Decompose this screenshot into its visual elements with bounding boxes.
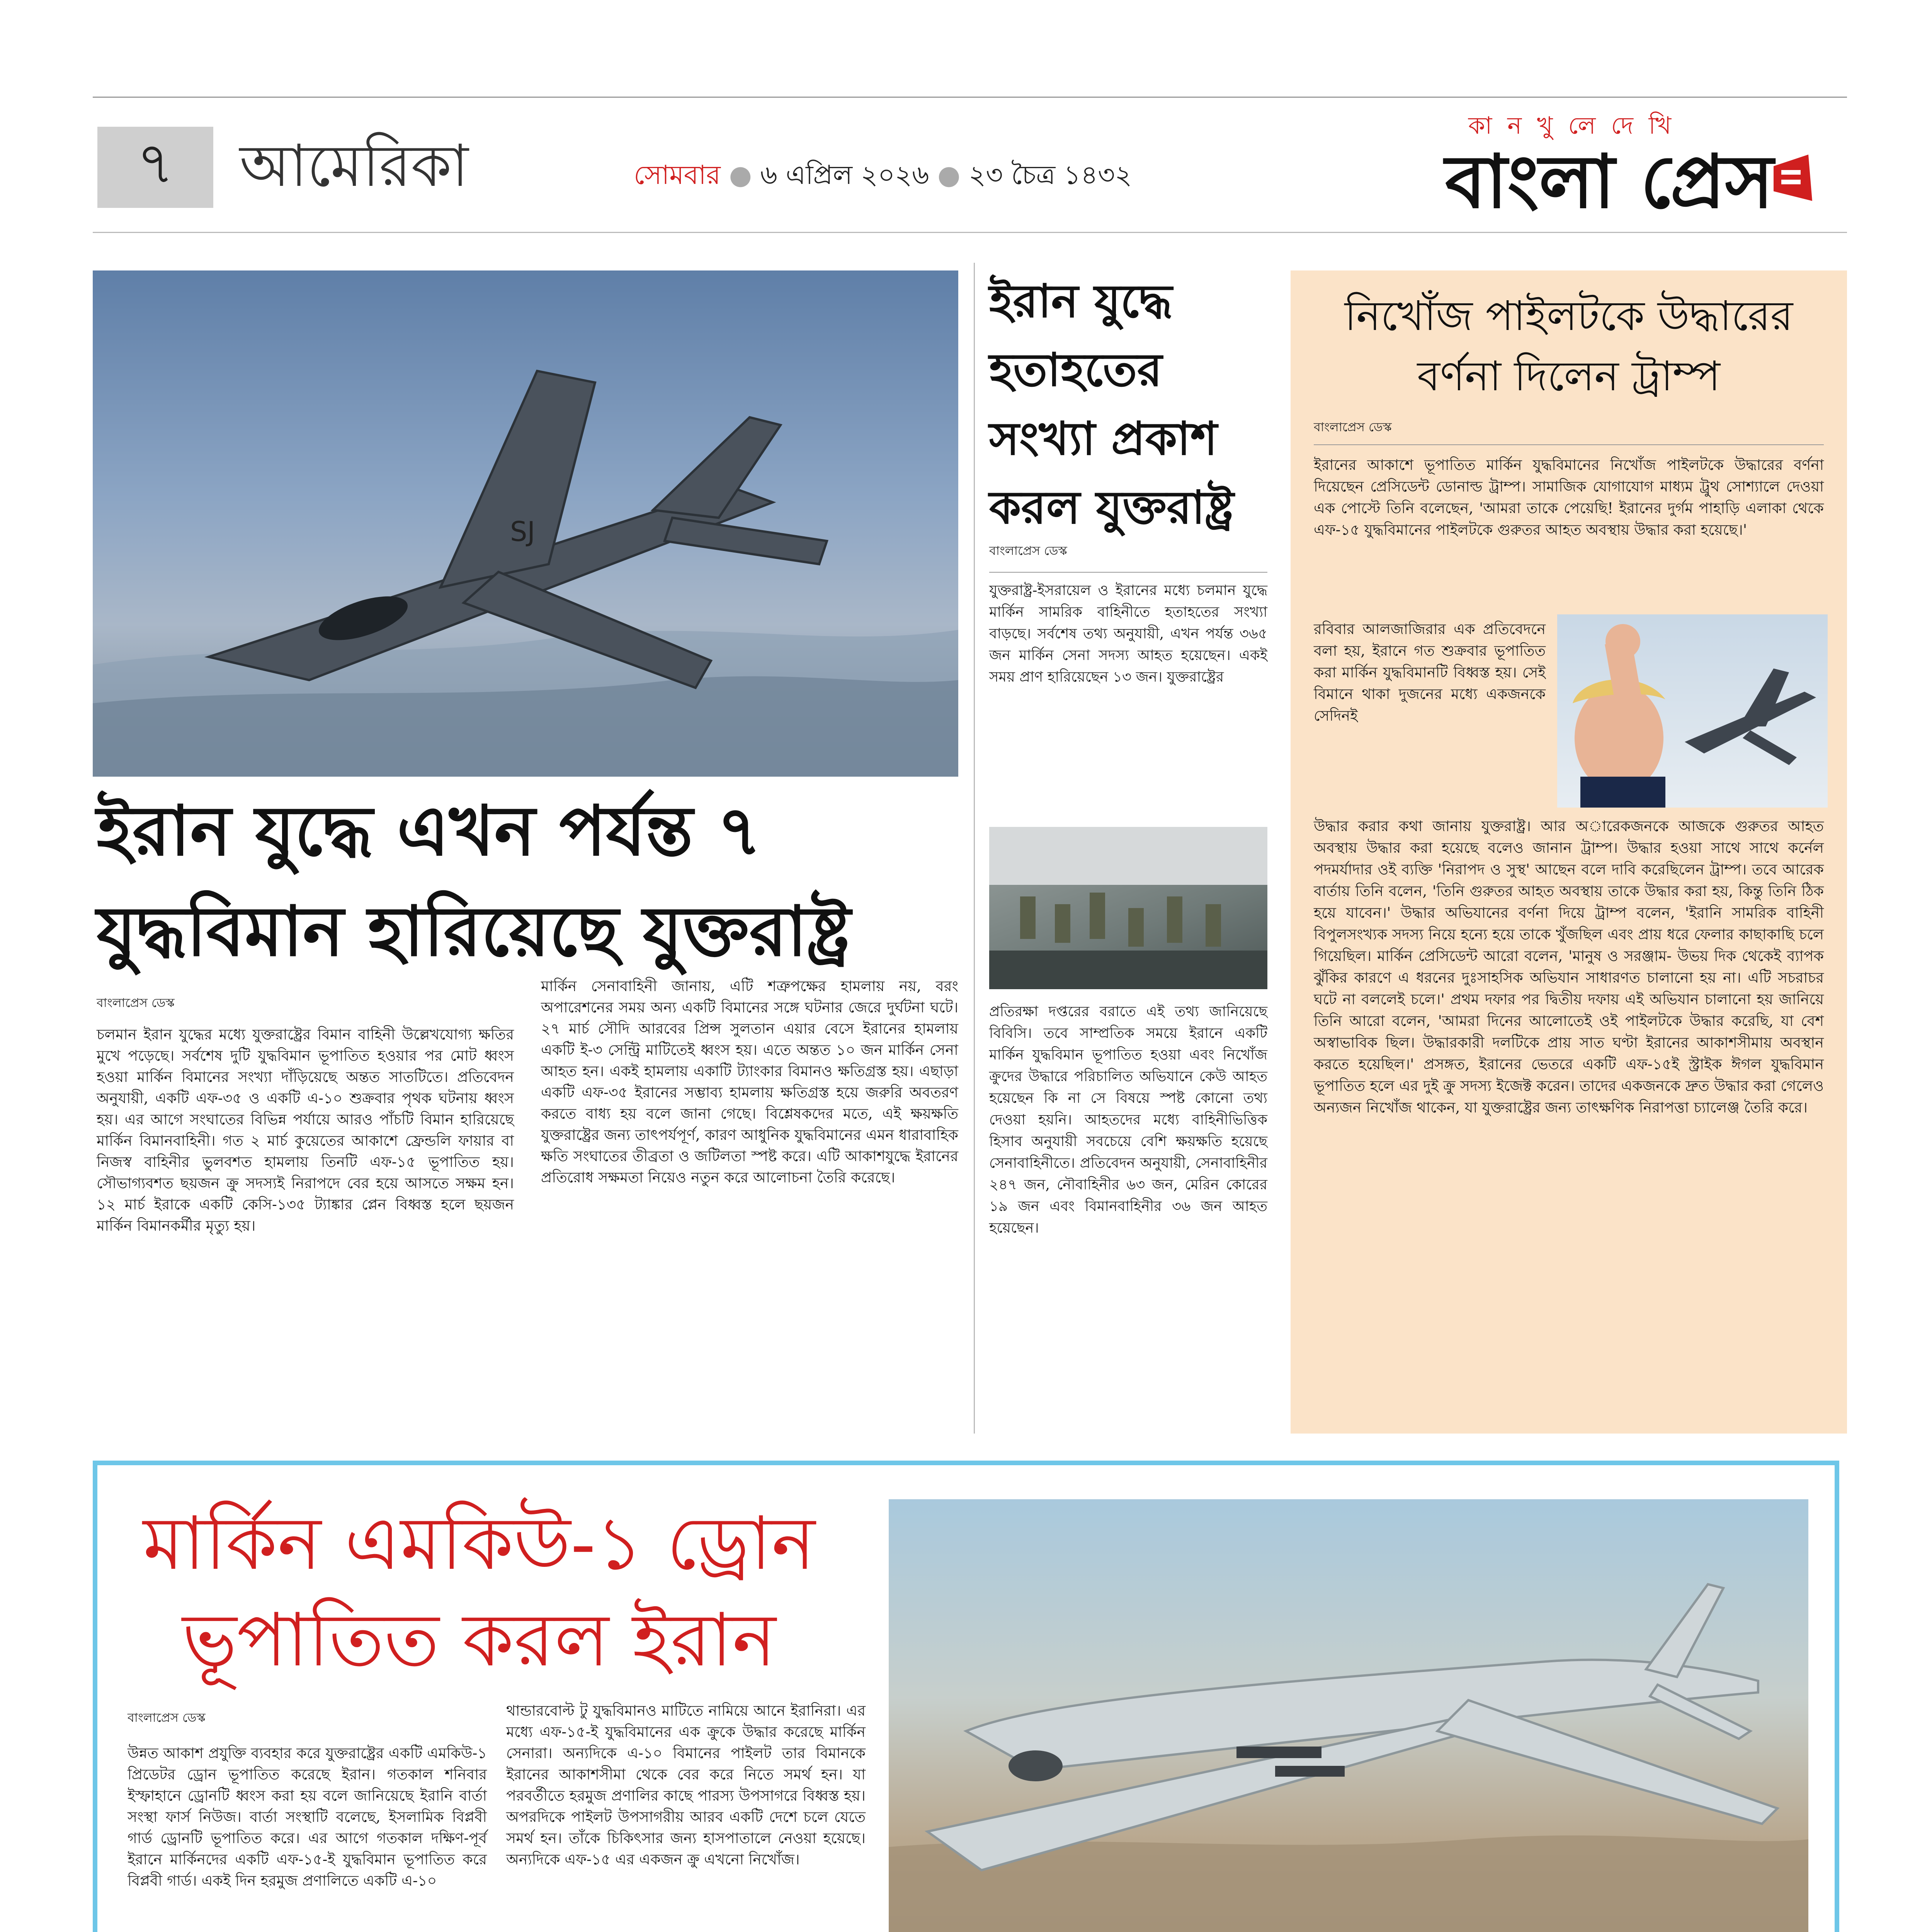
lead-headline: ইরান যুদ্ধে এখন পর্যন্ত ৭ যুদ্ধবিমান হারিয়েছে যুক্তরাষ্ট্র [97, 790, 851, 971]
fighter-jet-icon [93, 270, 958, 777]
dateline-day: সোমবার [634, 160, 721, 190]
brand-tagline: কা ন খু লে দে খি [1468, 111, 1675, 139]
drone-col-2: থান্ডারবোল্ট টু যুদ্ধবিমানও মাটিতে নামিয়ে আনে ইরানিরা। এর মধ্যে এফ-১৫-ই যুদ্ধবিমানের এক ক্রুকে উদ্ধার করেছে মার্কিন সেনারা। অন্যদিকে এ-১০ বিমানের পাইলট তার বিমানকে ইরানের আকাশসীমা থেকে বের করে নিতে সমর্থ হন। যা পরবর্তীতে হরমুজ প্রণালির কাছে পারস্য উপসাগরে বিধ্বস্ত হয়। অপরদিকে পাইলট উপসাগরীয় আরব একটি দেশে চলে যেতে সমর্থ হন। তাঁকে চিকিৎসার জন্য হাসপাতালে নেওয়া হয়েছে। অন্যদিকে এফ-১৫ এর একজন ক্রু এখনো নিখোঁজ। [506, 1702, 866, 1868]
lead-col-2: মার্কিন সেনাবাহিনী জানায়, এটি শত্রুপক্ষের হামলায় নয়, বরং অপারেশনের সময় অন্য একটি বিমানের সঙ্গে ঘটনার জেরে দুর্ঘটনা ঘটে। ২৭ মার্চ সৌদি আরবের প্রিন্স সুলতান এয়ার বেসে ইরানের হামলায় একটি ই-৩ সেন্ট্রি মাটিতেই ধ্বংস হয়। এতে অন্তত ১০ জন মার্কিন সেনা আহত হন। একই হামলায় একাটি ট্যাংকার বিমানও ক্ষতিগ্রস্ত হয়। এছাড়া একটি এফ-৩৫ ইরানের সম্ভাব্য হামলায় ক্ষতিগ্রস্ত হয়ে জরুরি অবতরণ করতে বাধ্য হয় বলে জানা গেছে। বিশ্লেষকদের মতে, এই ক্ষয়ক্ষতি যুক্তরাষ্ট্রের জন্য তাৎপর্যপূর্ণ, কারণ আধুনিক যুদ্ধবিমানের এমন ধারাবাহিক ক্ষতি সংঘাতের তীব্রতা ও জটিলতা স্পষ্ট করে। এটি আকাশযুদ্ধে ইরানের প্রতিরোধ সক্ষমতা নিয়েও নতুন করে আলোচনা তৈরি করেছে। [541, 978, 958, 1186]
page-number-box [97, 127, 213, 208]
dateline-dot-2: ● [937, 160, 969, 190]
brand-name: বাংলা প্রেস [1445, 138, 1774, 224]
casualty-text-bottom: প্রতিরক্ষা দপ্তরের বরাতে এই তথ্য জানিয়েছে বিবিসি। তবে সাম্প্রতিক সময়ে ইরানে একটি মার্কিন যুদ্ধবিমান ভূপাতিত হওয়া এবং নিখোঁজ ক্রুদের উদ্ধারে পরিচালিত অভিযানে কেউ আহত হয়েছেন কি না সে বিষয়ে স্পষ্ট কোনো তথ্য দেওয়া হয়নি। আহতদের মধ্যে বাহিনীভিত্তিক হিসাব অনুযায়ী সবচেয়ে বেশি ক্ষয়ক্ষতি হয়েছে সেনাবাহিনীতে। প্রতিবেদন অনুযায়ী, সেনাবাহিনীর ২৪৭ জন, নৌবাহিনীর ৬৩ জন, মেরিন কোরের ১৯ জন এবং বিমানবাহিনীর ৩৬ জন আহত হয়েছেন। [989, 1003, 1267, 1236]
pilot-text-bottom: উদ্ধার করার কথা জানায় যুক্তরাষ্ট্র। আর অারেকজনকে আজকে গুরুতর আহত অবস্থায় উদ্ধার করা হয়েছে বলেও জানান ট্রাম্প। উদ্ধার হওয়া সাথে সাথে কর্নেল পদমর্যাদার ওই ব্যক্তি 'নিরাপদ ও সুস্থ' আছেন বলে দাবি করেছিলেন ট্রাম্প। তবে আরেক বার্তায় তিনি বলেন, 'তিনি গুরুতর আহত অবস্থায় তাকে উদ্ধার করা হয়, কিন্তু তিনি ঠিক হয়ে যাবেন।' উদ্ধার অভিযানের বর্ণনা দিয়ে ট্রাম্প বলেন, 'ইরানি সামরিক বাহিনী বিপুলসংখ্যক সদস্য নিয়ে হন্যে হয়ে তাকে খুঁজছিল এবং প্রায় ধরে ফেলার কাছাকাছি চলে গিয়েছিল। মার্কিন প্রেসিডেন্ট আরো বলেন, 'মানুষ ও সরঞ্জাম- উভয় দিক থেকেই ব্যাপক ঝুঁকির কারণে এ ধরনের দুঃসাহসিক অভিযান সাধারণত চালানো হয় না। এটি সচরাচর ঘটে না বললেই চলে।' প্রথম দফার পর দ্বিতীয় দফায় এই অভিযান চালানো হয় জানিয়ে তিনি আরো বলেন, 'আমরা দিনের আলোতেই ওই পাইলটকে উদ্ধার করেছি, যা বেশ অস্বাভাবিক ছিল। উদ্ধারকারী দলটিকে প্রায় সাত ঘণ্টা ইরানের আকাশসীমায় অবস্থান করতে হয়েছিল।' প্রসঙ্গত, ইরানের ভেতরে একটি এফ-১৫ই স্ট্রাইক ঈগল যুদ্ধবিমান ভূপাতিত হলে এর দুই ক্রু সদস্য ইজেক্ট করেন। তাদের একজনকে দ্রুত উদ্ধার করা গেলেও অন্যজন নিখোঁজ থাকেন, যা যুক্তরাষ্ট্রের জন্য তাৎক্ষণিক নিরাপত্তা চ্যালেঞ্জ তৈরি করে। [1314, 818, 1824, 1116]
casualty-byline: বাংলাপ্রেস ডেস্ক [989, 543, 1067, 558]
pilot-text-side: রবিবার আলজাজিরার এক প্রতিবেদনে বলা হয়, ইরানে গত শুক্রবার ভূপাতিত করা মার্কিন যুদ্ধবিমানটি বিধ্বস্ত হয়। সেই বিমানে থাকা দুজনের মধ্যে একজনকে সেদিনই [1314, 621, 1546, 724]
pilot-text-top: ইরানের আকাশে ভূপাতিত মার্কিন যুদ্ধবিমানের নিখোঁজ পাইলটকে উদ্ধারের বর্ণনা দিয়েছেন প্রেসিডেন্ট ডোনাল্ড ট্রাম্প। সামাজিক যোগাযোগ মাধ্যম ট্রুথ সোশ্যালে দেওয়া এক পোস্টে তিনি বলেছেন, 'আমরা তাকে পেয়েছি! ইরানের দুর্গম পাহাড়ি এলাকা থেকে এফ-১৫ যুদ্ধবিমানের পাইলটকে গুরুতর আহত অবস্থায় উদ্ধার করা হয়েছে।' [1314, 456, 1824, 538]
top-rule [93, 97, 1847, 98]
soldiers-icon [989, 827, 1267, 989]
fighter-jet-photo [93, 270, 958, 777]
svg-text:SJ: SJ [510, 516, 536, 548]
drone-icon [889, 1499, 1808, 1932]
soldiers-photo [989, 827, 1267, 989]
drone-headline: মার্কিন এমকিউ-১ ড্রোন ভূপাতিত করল ইরান [143, 1501, 815, 1683]
dateline-dot-1: ● [729, 160, 760, 190]
brand-logo[interactable] [1445, 139, 1816, 224]
column-divider-1 [974, 263, 975, 1434]
pilot-byline-rule [1314, 444, 1824, 445]
dateline-bangla-date: ২৩ চৈত্র ১৪৩২ [969, 160, 1132, 190]
casualty-headline: ইরান যুদ্ধে হতাহতের সংখ্যা প্রকাশ করল যুক্তরাষ্ট্র [989, 274, 1234, 534]
drone-byline: বাংলাপ্রেস ডেস্ক [128, 1710, 206, 1725]
page-number: ৭ [136, 130, 174, 197]
drone-col-1: উন্নত আকাশ প্রযুক্তি ব্যবহার করে যুক্তরাষ্ট্রের একটি এমকিউ-১ প্রিডেটর ড্রোন ভূপাতিত করেছে ইরান। গতকাল শনিবার ইস্ফাহানে ড্রোনটি ধ্বংস করা হয় বলে জানিয়েছে ইরানি বার্তা সংস্থা ফার্স নিউজ। বার্তা সংস্থাটি বলেছে, ইসলামিক বিপ্লবী গার্ড ড্রোনটি ভূপাতিত করে। এর আগে গতকাল দক্ষিণ-পূর্ব ইরানে মার্কিনদের একটি এফ-১৫-ই যুদ্ধবিমান ভূপাতিত করে বিপ্লবী গার্ড। একই দিন হরমুজ প্রণালিতে একটি এ-১০ [128, 1745, 487, 1889]
megaphone-icon [1770, 155, 1816, 209]
pilot-byline: বাংলাপ্রেস ডেস্ক [1314, 420, 1392, 434]
lead-col-1: চলমান ইরান যুদ্ধের মধ্যে যুক্তরাষ্ট্রের বিমান বাহিনী উল্লেখযোগ্য ক্ষতির মুখে পড়েছে। সর্বশেষ দুটি যুদ্ধবিমান ভূপাতিত হওয়ার পর মোট ধ্বংস হওয়া মার্কিন বিমানের সংখ্যা দাঁড়িয়েছে অন্তত সাতটিতে। প্রতিবেদন অনুযায়ী, একটি এফ-৩৫ ও একটি এ-১০ শুক্রবার পৃথক ঘটনায় ধ্বংস হয়। এর আগে সংঘাতের বিভিন্ন পর্যায়ে আরও পাঁচটি বিমান হারিয়েছে মার্কিন বিমানবাহিনী। গত ২ মার্চ কুয়েতের আকাশে ফ্রেন্ডলি ফায়ার বা নিজস্ব বাহিনীর ভুলবশত হামলায় তিনটি এফ-১৫ ভূপাতিত হয়। সৌভাগ্যবশত ছয়জন ক্রু সদস্যই নিরাপদে বের হয়ে আসতে সক্ষম হন। ১২ মার্চ ইরাকে একটি কেসি-১৩৫ ট্যাঙ্কার প্লেন বিধ্বস্ত হলে ছয়জন মার্কিন বিমানকর্মীর মৃত্যু হয়। [97, 1026, 514, 1234]
casualty-byline-rule [989, 572, 1267, 573]
masthead-rule [93, 232, 1847, 233]
pilot-headline: নিখোঁজ পাইলটকে উদ্ধারের বর্ণনা দিলেন ট্রাম্প [1344, 292, 1793, 400]
lead-byline: বাংলাপ্রেস ডেস্ক [97, 995, 175, 1010]
trump-jet-photo [1557, 614, 1828, 808]
drone-photo [889, 1499, 1808, 1932]
dateline [634, 155, 1132, 199]
section-title: আমেরিকা [240, 133, 469, 200]
casualty-text-top: যুক্তরাষ্ট্র-ইসরায়েল ও ইরানের মধ্যে চলমান যুদ্ধে মার্কিন সামরিক বাহিনীতে হতাহতের সংখ্যা বাড়ছে। সর্বশেষ তথ্য অনুযায়ী, এখন পর্যন্ত ৩৬৫ জন মার্কিন সেনা সদস্য আহত হয়েছেন। একই সময় প্রাণ হারিয়েছেন ১৩ জন। যুক্তরাষ্ট্রের [989, 582, 1267, 685]
trump-jet-icon [1557, 614, 1828, 808]
dateline-date: ৬ এপ্রিল ২০২৬ [760, 160, 929, 190]
